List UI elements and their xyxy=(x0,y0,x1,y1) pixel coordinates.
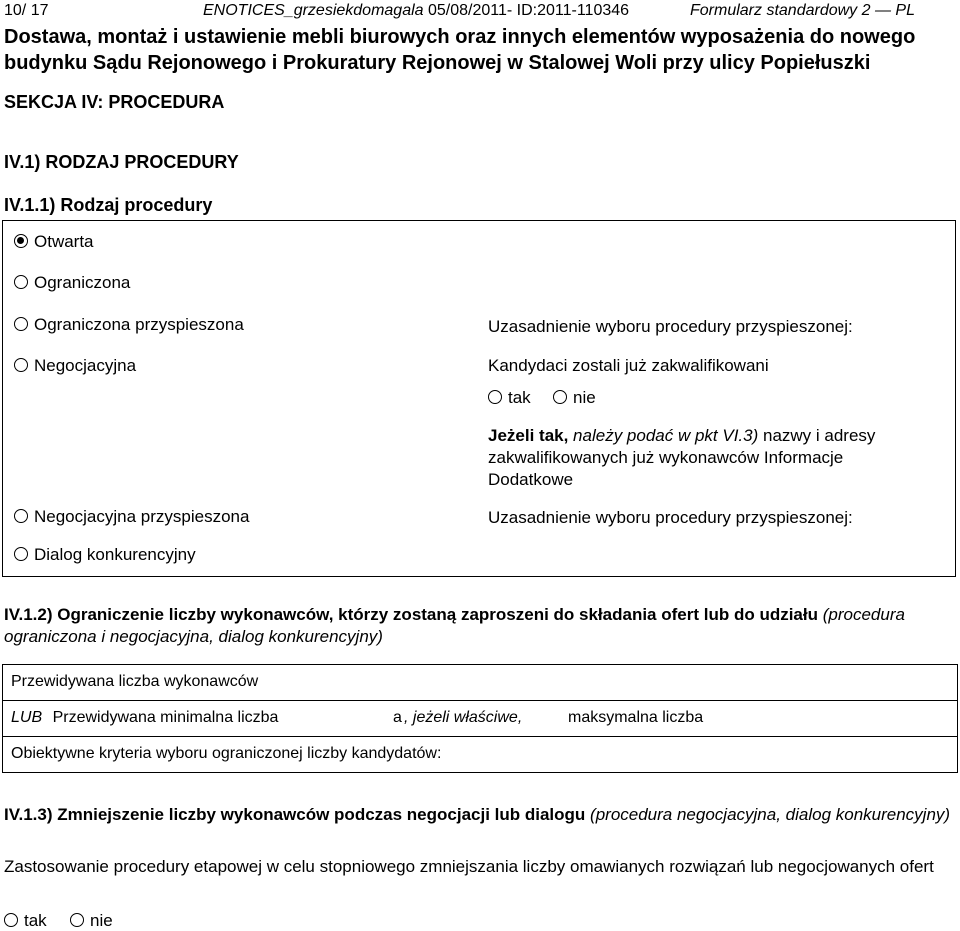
iv13-tak[interactable]: tak xyxy=(4,911,47,931)
iv12-heading: IV.1.2) Ograniczenie liczby wykonawców, którzy zostaną zaproszeni do składania ofert lub do udziału (procedura ograniczona i negocjacyjna, dialog konkurencyjny) xyxy=(4,605,905,646)
doc-date: 05/08/2011- ID:2011-110346 xyxy=(428,2,630,19)
iv13-text: Zastosowanie procedury etapowej w celu stopniowego zmniejszania liczby omawianych rozwiązań lub negocjowanych ofert xyxy=(4,857,934,876)
radio-icon[interactable] xyxy=(14,547,28,561)
option-negocjacyjna-przyspieszona[interactable]: Negocjacyjna przyspieszona xyxy=(14,507,249,527)
option-otwarta[interactable]: Otwarta xyxy=(14,232,94,252)
section-title: SEKCJA IV: PROCEDURA xyxy=(4,92,230,114)
kandydaci-nie[interactable]: nie xyxy=(553,388,596,408)
radio-icon[interactable] xyxy=(14,358,28,372)
radio-icon[interactable] xyxy=(14,317,28,331)
option-dialog[interactable]: Dialog konkurencyjny xyxy=(14,545,196,565)
form-label: Formularz standardowy 2 — PL xyxy=(690,2,915,19)
wykonawcy-table xyxy=(2,664,958,773)
radio-icon[interactable] xyxy=(553,390,567,404)
doc-id: ENOTICES_grzesiekdomagala 05/08/2011- ID:2011-110346 xyxy=(203,2,630,19)
min-max-row[interactable]: LUB Przewidywana minimalna liczba a , jeżeli właściwe, maksymalna liczba xyxy=(3,701,957,737)
option-negocjacyjna[interactable]: Negocjacyjna xyxy=(14,356,136,376)
radio-checked-icon[interactable] xyxy=(14,234,28,248)
radio-icon[interactable] xyxy=(70,913,84,927)
notice-title: Dostawa, montaż i ustawienie mebli biurowych oraz innych elementów wyposażenia do nowego budynku Sądu Rejonowego i Prokuratury Rejonowej w Stalowej Woli przy ulicy Popiełuszki xyxy=(4,26,916,74)
criteria-row[interactable]: Obiektywne kryteria wyboru ograniczonej liczby kandydatów: xyxy=(3,737,957,773)
jezeli-note: Jeżeli tak, należy podać w pkt VI.3) nazwy i adresy zakwalifikowanych już wykonawców Informacje Dodatkowe xyxy=(488,426,876,489)
predicted-count-row[interactable]: Przewidywana liczba wykonawców xyxy=(3,665,957,701)
iv13-nie[interactable]: nie xyxy=(70,911,113,931)
iv1-heading: IV.1) RODZAJ PROCEDURY xyxy=(4,152,239,172)
option-ograniczona-przyspieszona[interactable]: Ograniczona przyspieszona xyxy=(14,315,244,335)
iv11-heading: IV.1.1) Rodzaj procedury xyxy=(4,195,213,215)
radio-icon[interactable] xyxy=(488,390,502,404)
option-ograniczona[interactable]: Ograniczona xyxy=(14,273,130,293)
radio-icon[interactable] xyxy=(14,275,28,289)
radio-icon[interactable] xyxy=(4,913,18,927)
kandydaci-tak[interactable]: tak xyxy=(488,388,531,408)
page-number: 10/ 17 xyxy=(4,2,49,19)
page-header xyxy=(0,0,960,22)
uzasadnienie-label-2: Uzasadnienie wyboru procedury przyspieszonej: xyxy=(488,508,853,527)
uzasadnienie-label: Uzasadnienie wyboru procedury przyspieszonej: xyxy=(488,317,853,336)
iv13-heading: IV.1.3) Zmniejszenie liczby wykonawców podczas negocjacji lub dialogu (procedura negocjacyjna, dialog konkurencyjny) xyxy=(4,805,951,824)
kandydaci-label: Kandydaci zostali już zakwalifikowani xyxy=(488,356,769,375)
radio-icon[interactable] xyxy=(14,509,28,523)
